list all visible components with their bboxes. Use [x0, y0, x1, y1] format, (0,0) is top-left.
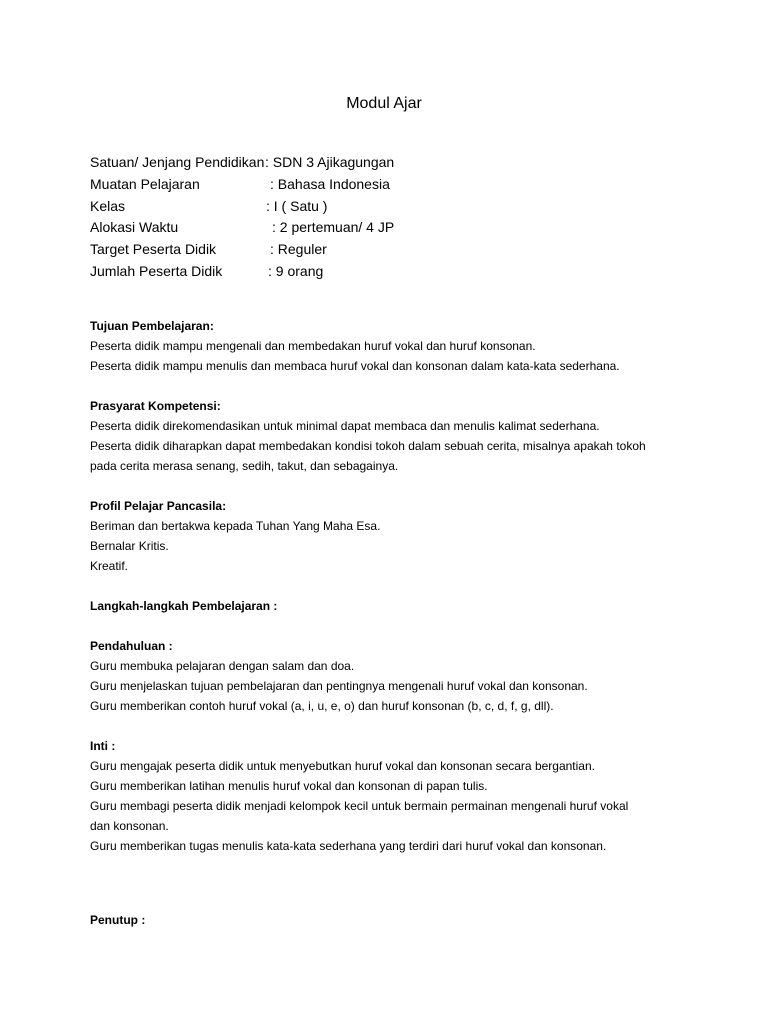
meta-value: : Bahasa Indonesia [270, 175, 390, 192]
paragraph-line: Peserta didik mampu menulis dan membaca huruf vokal dan konsonan dalam kata-kata sederhana. [90, 359, 620, 373]
meta-label: Satuan/ Jenjang Pendidikan [90, 154, 265, 170]
paragraph-line: Bernalar Kritis. [90, 539, 169, 553]
paragraph-line: Peserta didik diharapkan dapat membedakan kondisi tokoh dalam sebuah cerita, misalnya apakah tokoh [90, 439, 646, 453]
document-title: Modul Ajar [346, 95, 422, 112]
section-pendahuluan [90, 636, 690, 716]
meta-label: Muatan Pelajaran [90, 175, 200, 192]
meta-row-target [90, 239, 394, 261]
section-heading: Prasyarat Kompetensi: [90, 399, 221, 413]
section-inti [90, 736, 690, 856]
section-profil [90, 496, 690, 576]
meta-row-muatan [90, 174, 394, 196]
section-heading: Penutup : [90, 913, 146, 927]
document-body [90, 316, 690, 950]
meta-label: Alokasi Waktu [90, 219, 179, 236]
paragraph-line: pada cerita merasa senang, sedih, takut, dan sebagainya. [90, 459, 399, 473]
section-heading: Langkah-langkah Pembelajaran : [90, 599, 278, 613]
meta-value: : I ( Satu ) [266, 197, 328, 214]
meta-value: : Reguler [270, 241, 327, 258]
section-penutup [90, 910, 690, 930]
section-tujuan [90, 316, 690, 376]
section-heading: Inti : [90, 739, 116, 753]
section-heading: Profil Pelajar Pancasila: [90, 499, 227, 513]
paragraph-line: Peserta didik mampu mengenali dan membedakan huruf vokal dan huruf konsonan. [90, 339, 536, 353]
section-langkah [90, 596, 690, 616]
meta-row-jumlah [90, 261, 394, 283]
meta-row-alokasi [90, 217, 394, 239]
paragraph-line: Kreatif. [90, 559, 129, 573]
section-heading: Tujuan Pembelajaran: [90, 319, 214, 333]
paragraph-line: Guru mengajak peserta didik untuk menyebutkan huruf vokal dan konsonan secara bergantian. [90, 759, 595, 773]
paragraph-line: Guru memberikan contoh huruf vokal (a, i, u, e, o) dan huruf konsonan (b, c, d, f, g, dll). [90, 699, 554, 713]
paragraph-line: dan konsonan. [90, 819, 169, 833]
meta-row-kelas [90, 196, 394, 218]
paragraph-line: Peserta didik direkomendasikan untuk minimal dapat membaca dan menulis kalimat sederhana. [90, 419, 600, 433]
meta-row-satuan [90, 152, 394, 174]
paragraph-line: Guru membuka pelajaran dengan salam dan doa. [90, 659, 355, 673]
paragraph-line: Guru memberikan tugas menulis kata-kata sederhana yang terdiri dari huruf vokal dan konsonan. [90, 839, 607, 853]
spacer [90, 876, 690, 910]
meta-value: : SDN 3 Ajikagungan [265, 154, 395, 170]
paragraph-line: Guru menjelaskan tujuan pembelajaran dan pentingnya mengenali huruf vokal dan konsonan. [90, 679, 588, 693]
identity-block [90, 152, 394, 283]
meta-label: Target Peserta Didik [90, 241, 217, 258]
section-prasyarat [90, 396, 690, 476]
meta-value: : 9 orang [268, 262, 324, 279]
meta-label: Kelas [90, 197, 126, 214]
paragraph-line: Beriman dan bertakwa kepada Tuhan Yang Maha Esa. [90, 519, 381, 533]
meta-value: : 2 pertemuan/ 4 JP [272, 219, 395, 236]
meta-label: Jumlah Peserta Didik [90, 262, 223, 279]
paragraph-line: Guru membagi peserta didik menjadi kelompok kecil untuk bermain permainan mengenali huruf vokal [90, 799, 629, 813]
paragraph-line: Guru memberikan latihan menulis huruf vokal dan konsonan di papan tulis. [90, 779, 488, 793]
section-heading: Pendahuluan : [90, 639, 173, 653]
